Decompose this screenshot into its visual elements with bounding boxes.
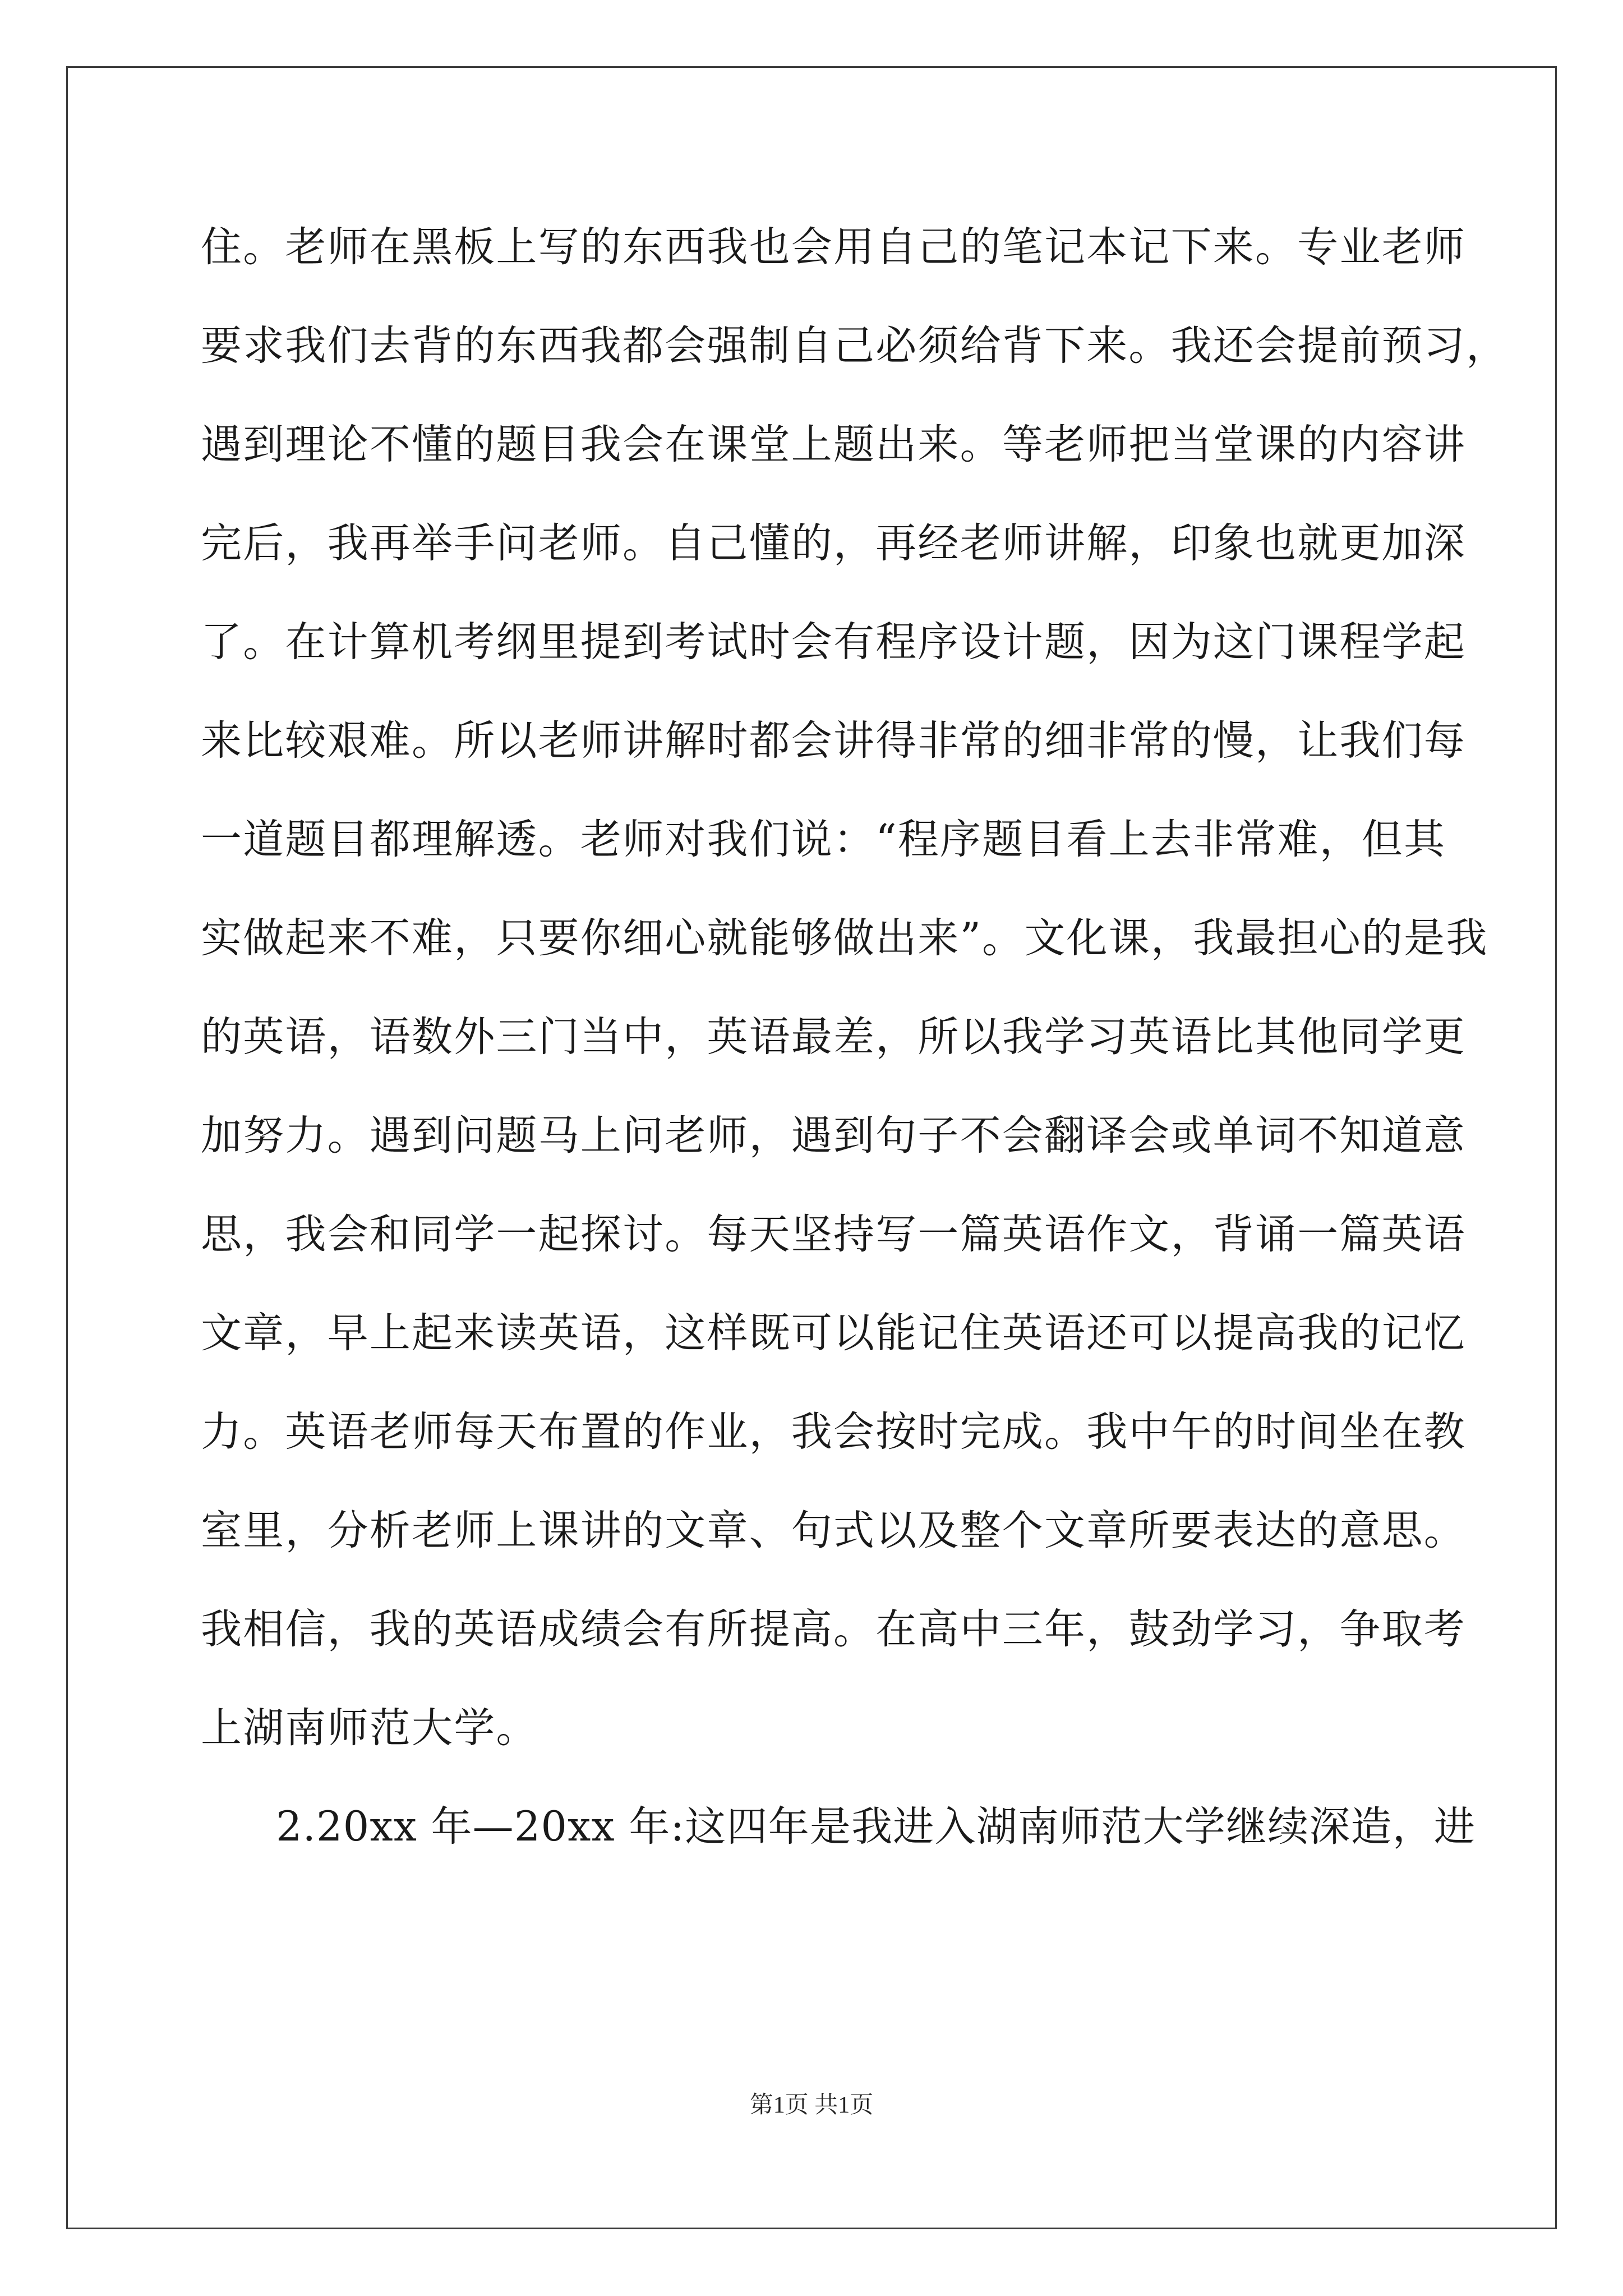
text-line: 加努力。遇到问题马上问老师，遇到句子不会翻译会或单词不知道意: [201, 1112, 1466, 1159]
text-line: 文章，早上起来读英语，这样既可以能记住英语还可以提高我的记忆: [201, 1309, 1466, 1357]
text-line: 遇到理论不懂的题目我会在课堂上题出来。等老师把当堂课的内容讲: [201, 421, 1466, 468]
text-line: 完后，我再举手问老师。自己懂的，再经老师讲解，印象也就更加深: [201, 519, 1466, 567]
text-line: 实做起来不难，只要你细心就能够做出来”。文化课，我最担心的是我: [201, 914, 1488, 962]
text-line: 的英语，语数外三门当中，英语最差，所以我学习英语比其他同学更: [201, 1013, 1466, 1061]
text-line: 我相信，我的英语成绩会有所提高。在高中三年，鼓劲学习，争取考: [201, 1605, 1466, 1653]
text-line: 来比较艰难。所以老师讲解时都会讲得非常的细非常的慢，让我们每: [201, 717, 1466, 765]
text-line: 要求我们去背的东西我都会强制自己必须给背下来。我还会提前预习，: [201, 322, 1509, 370]
text-line: 一道题目都理解透。老师对我们说：“程序题目看上去非常难，但其: [201, 816, 1446, 863]
document-body: [201, 220, 1509, 1898]
text-line: 了。在计算机考纲里提到考试时会有程序设计题，因为这门课程学起: [201, 618, 1466, 666]
text-line: 住。老师在黑板上写的东西我也会用自己的笔记本记下来。专业老师: [201, 223, 1466, 271]
page-number-footer: 第1页 共1页: [749, 2092, 874, 2118]
paragraph-2-first-line: 2.20xx 年—20xx 年:这四年是我进入湖南师范大学继续深造，进: [276, 1803, 1476, 1851]
text-line: 上湖南师范大学。: [201, 1704, 538, 1752]
text-line: 思，我会和同学一起探讨。每天坚持写一篇英语作文，背诵一篇英语: [201, 1211, 1466, 1258]
text-line: 力。英语老师每天布置的作业，我会按时完成。我中午的时间坐在教: [201, 1408, 1466, 1456]
text-line: 室里，分析老师上课讲的文章、句式以及整个文章所要表达的意思。: [201, 1507, 1466, 1554]
